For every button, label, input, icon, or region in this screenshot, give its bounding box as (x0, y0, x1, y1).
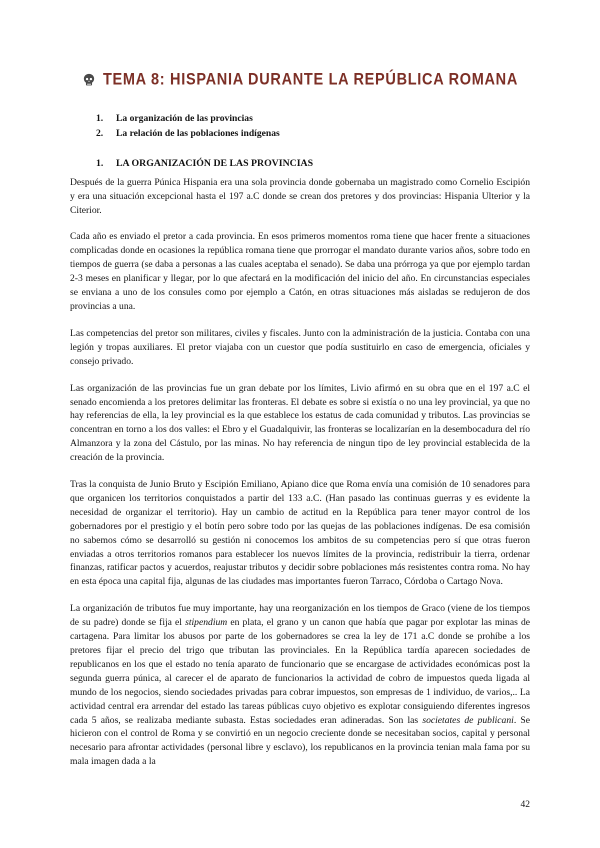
paragraph (70, 602, 530, 769)
page-number: 42 (520, 800, 530, 810)
paragraph: Las organización de las provincias fue un gran debate por los límites, Livio afirmó en su obra que en el 197 a.C el senado encomienda a los pretores delimitar las fronteras. El debate es sobre si existía o no una ley provincial, ya que no hay referencias de ella, la ley provincial es la que establece los estatus de cada comunidad y tributos. Las provincias se concentran en torno a los dos valles: el Ebro y el Guadalquivir, las fronteras se localizarían en la desembocadura del río Almanzora y la zona del Cástulo, por las minas. No hay referencia de ningun tipo de ley provincial establecida de la creación de la provincia. (70, 382, 530, 464)
toc-item-number: 2. (96, 127, 104, 139)
paragraph-italic-term: stipendium (185, 617, 228, 629)
section-heading (96, 158, 530, 169)
section-heading-number: 1. (96, 157, 104, 169)
paragraph-text: La organización de tributos fue muy importante, hay una reorganización en los tiempos de Graco (viene de los tiempos de su padre) donde se fija el (70, 603, 530, 629)
paragraph: Cada año es enviado el pretor a cada provincia. En esos primeros momentos roma tiene que hacer frente a situaciones complicadas donde en ocasiones la república romana tiene que prorrogar el mandato durante varios años, sobre todo en tiempos de guerra (se daba a personas a las cuales aceptaba el senado). Se daba una prórroga ya que por ejemplo tardan 2-3 meses en planificar y llegar, por lo que afectará en la modificación del inicio del año. En circunstancias especiales se enviana a uno de los consules como por ejemplo a Catón, en otras situaciones más aisladas se redujeron de dos provincias a una. (70, 231, 530, 312)
page-title-text: TEMA 8: HISPANIA DURANTE LA REPÚBLICA ROMANA (102, 71, 519, 89)
paragraph: Tras la conquista de Junio Bruto y Escipión Emiliano, Apiano dice que Roma envía una comisión de 10 senadores para que organicen los territorios conquistados a partir del 133 a.C. (Han pasado las continuas guerras y es evidente la necesidad de organizar el territorio). Hay un cambio de actitud en la República para tener mayor control de los gobernadores por el prestigio y el botín pero sobre todo por las quejas de las poblaciones indígenas. De esa comisión no sabemos cómo se desarrolló su gestión ni conocemos los ambitos de su competencias pero sí que otras fueron enviadas a otros territorios romanos para establecer los nuevos límites de la provincia, redistribuir la tierra, ordenar finanzas, ratificar pactos y acuerdos, reajustar tributos y decidir sobre poblaciones más resistentes contra roma. No hay en esta época una capital fija, algunas de las ciudades mas importantes fueron Tarraco, Córdoba o Cartago Nova. (70, 479, 530, 588)
toc-list (96, 112, 530, 142)
paragraph-italic-term: societates de publicani (422, 714, 514, 726)
paragraph-text: en plata, el grano y un canon que había que pagar por explotar las minas de cartagena. Para limitar los abusos por parte de los gobernadores se crea la ley de 171 a.C donde se prohíbe a los pretores fijar el precio del trigo que tributan las provinciales. En la República tardía aparecen sociedades de republicanos en los que el estado no tenía aparato de funcionario que se encargase de actividades económicas post la segunda guerra púnica, al carecer el de aparato de funcionarios la actividad de cobro de impuestos queda ligada al mundo de los negocios, siendo sociedades privadas para cobrar impuestos, son empresas de 1 individuo, de varios,.. La actividad central era arrendar del estado las tareas públicas cuyo objetivo es explotar consiguiendo diferentes ingresos cada 5 años, se realizaba mediante subasta. Estas sociedades eran adineradas. Son las (70, 617, 530, 726)
toc-item-poblaciones (96, 127, 530, 142)
section-heading-title: LA ORGANIZACIÓN DE LAS PROVINCIAS (116, 157, 314, 169)
toc-item-label: La relación de las poblaciones indígenas (116, 127, 280, 139)
toc-item-number: 1. (96, 113, 104, 124)
toc-item-label: La organización de las provincias (116, 113, 253, 124)
paragraph-text: . Se hicieron con el control de Roma y se convirtió en un negocio creciente donde se necesitaban socios, capital y personal necesario para afrontar actividades (personal libre y esclavo), los republicanos en la provincia tenian mala fama por su mala imagen dada a la (70, 714, 530, 768)
paragraph: Después de la guerra Púnica Hispania era una sola provincia donde gobernaba un magistrado como Cornelio Escipión y era una situación excepcional hasta el 197 a.C donde se crean dos pretores y dos provincias: Hispania Ulterior y la Citerior. (70, 176, 530, 216)
skull-icon (82, 73, 96, 87)
paragraph: Las competencias del pretor son militares, civiles y fiscales. Junto con la administración de la justicia. Contaba con una legión y tropas auxiliares. El pretor viajaba con un cuestor que podía sustituirlo en caso de emergencia, oficiales y consejo privado. (70, 327, 530, 367)
toc-item-provincias (96, 112, 530, 127)
page-title (70, 72, 530, 88)
